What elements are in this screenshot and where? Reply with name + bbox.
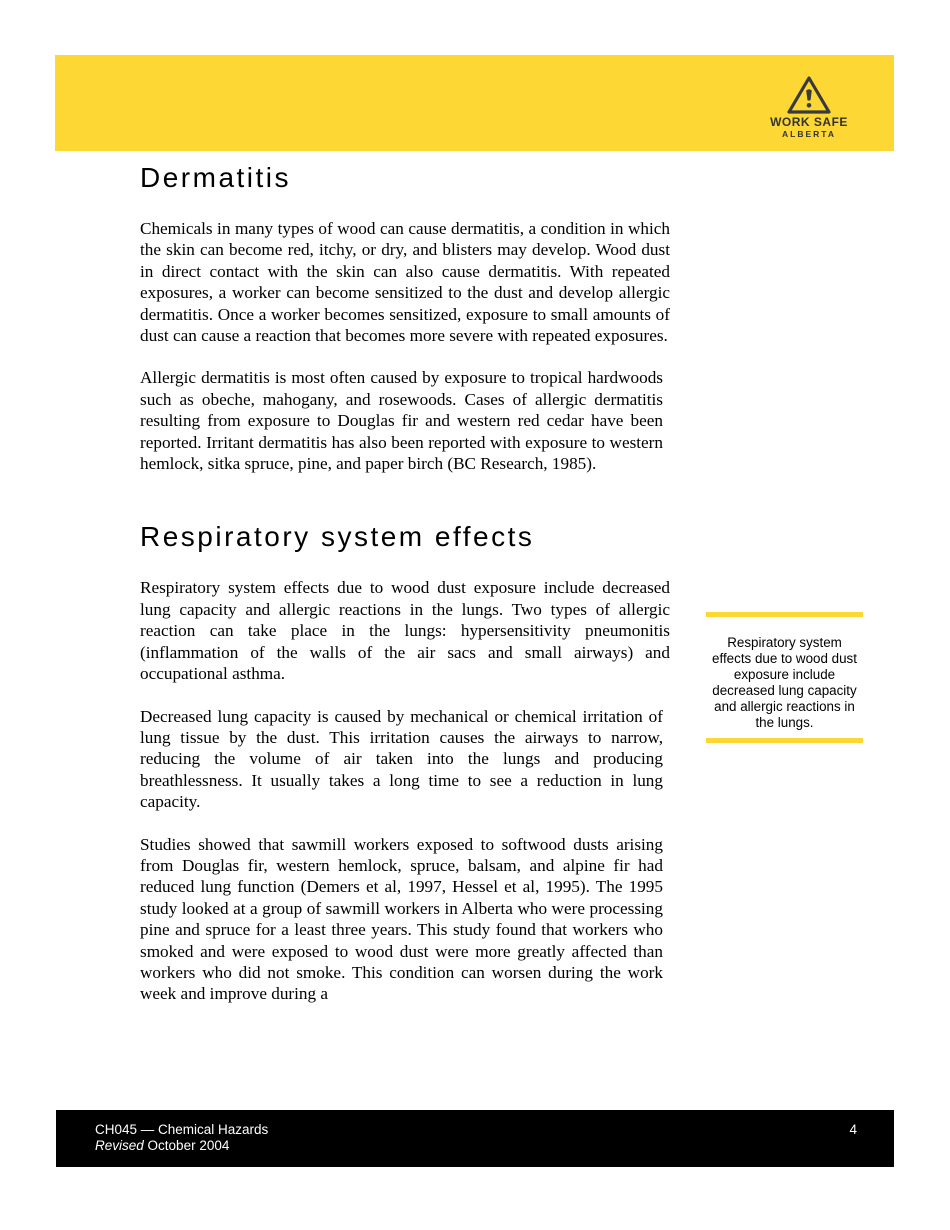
paragraph: Decreased lung capacity is caused by mechanical or chemical irritation of lung tissue by the dust. This irritation causes the airways to narrow, reducing the volume of air taken into the lungs and producing breathlessness. It usually takes a long time to see a reduction in lung capacity. [140, 706, 663, 812]
work-safe-alberta-logo [764, 75, 854, 139]
callout-text: Respiratory system effects due to wood dust exposure include decreased lung capacity and allergic reactions in the lungs. [712, 635, 857, 730]
footer-revision [95, 1138, 268, 1154]
page-footer [56, 1110, 894, 1167]
paragraph: Allergic dermatitis is most often caused by exposure to tropical hardwoods such as obeche, mahogany, and rosewoods. Cases of allergic dermatitis resulting from exposure to Douglas fir and western red cedar have been reported. Irritant dermatitis has also been reported with exposure to western hemlock, sitka spruce, pine, and paper birch (BC Research, 1985). [140, 368, 663, 474]
footer-doc-info [95, 1122, 268, 1154]
warning-triangle-icon [786, 75, 832, 115]
main-content [140, 160, 670, 1005]
pull-quote-callout [706, 612, 863, 743]
paragraph: Studies showed that sawmill workers exposed to softwood dusts arising from Douglas fir, western hemlock, spruce, balsam, and alpine fir had reduced lung function (Demers et al, 1997, Hessel et al, 1995). The 1995 study looked at a group of sawmill workers in Alberta who were processing pine and spruce for a least three years. This study found that workers who smoked and were exposed to wood dust were more greatly affected than workers who did not smoke. This condition can worsen during the work week and improve during a [140, 834, 663, 1004]
section-heading-dermatitis: Dermatitis [140, 162, 292, 193]
header-band [55, 55, 894, 151]
paragraph: Respiratory system effects due to wood dust exposure include decreased lung capacity and allergic reactions in the lungs. Two types of allergic reaction can take place in the lungs: hypersensitivity pneumonitis (inflammation of the walls of the air sacs and small airways) and occupational asthma. [140, 578, 670, 684]
footer-revised-date: October 2004 [147, 1138, 230, 1153]
paragraph: Chemicals in many types of wood can cause dermatitis, a condition in which the skin can become red, itchy, or dry, and blisters may develop. Wood dust in direct contact with the skin can also cause dermatitis. With repeated exposures, a worker can become sensitized to the dust and develop allergic dermatitis. Once a worker becomes sensitized, exposure to small amounts of dust can cause a reaction that becomes more severe with repeated exposures. [140, 219, 670, 346]
logo-text-work-safe: WORK SAFE [770, 115, 848, 129]
section-heading-respiratory: Respiratory system effects [140, 521, 535, 553]
logo-text-alberta: ALBERTA [782, 129, 836, 139]
footer-revised-label: Revised [95, 1138, 144, 1153]
page-number: 4 [849, 1122, 857, 1137]
footer-doc-id: CH045 — Chemical Hazards [95, 1122, 269, 1137]
